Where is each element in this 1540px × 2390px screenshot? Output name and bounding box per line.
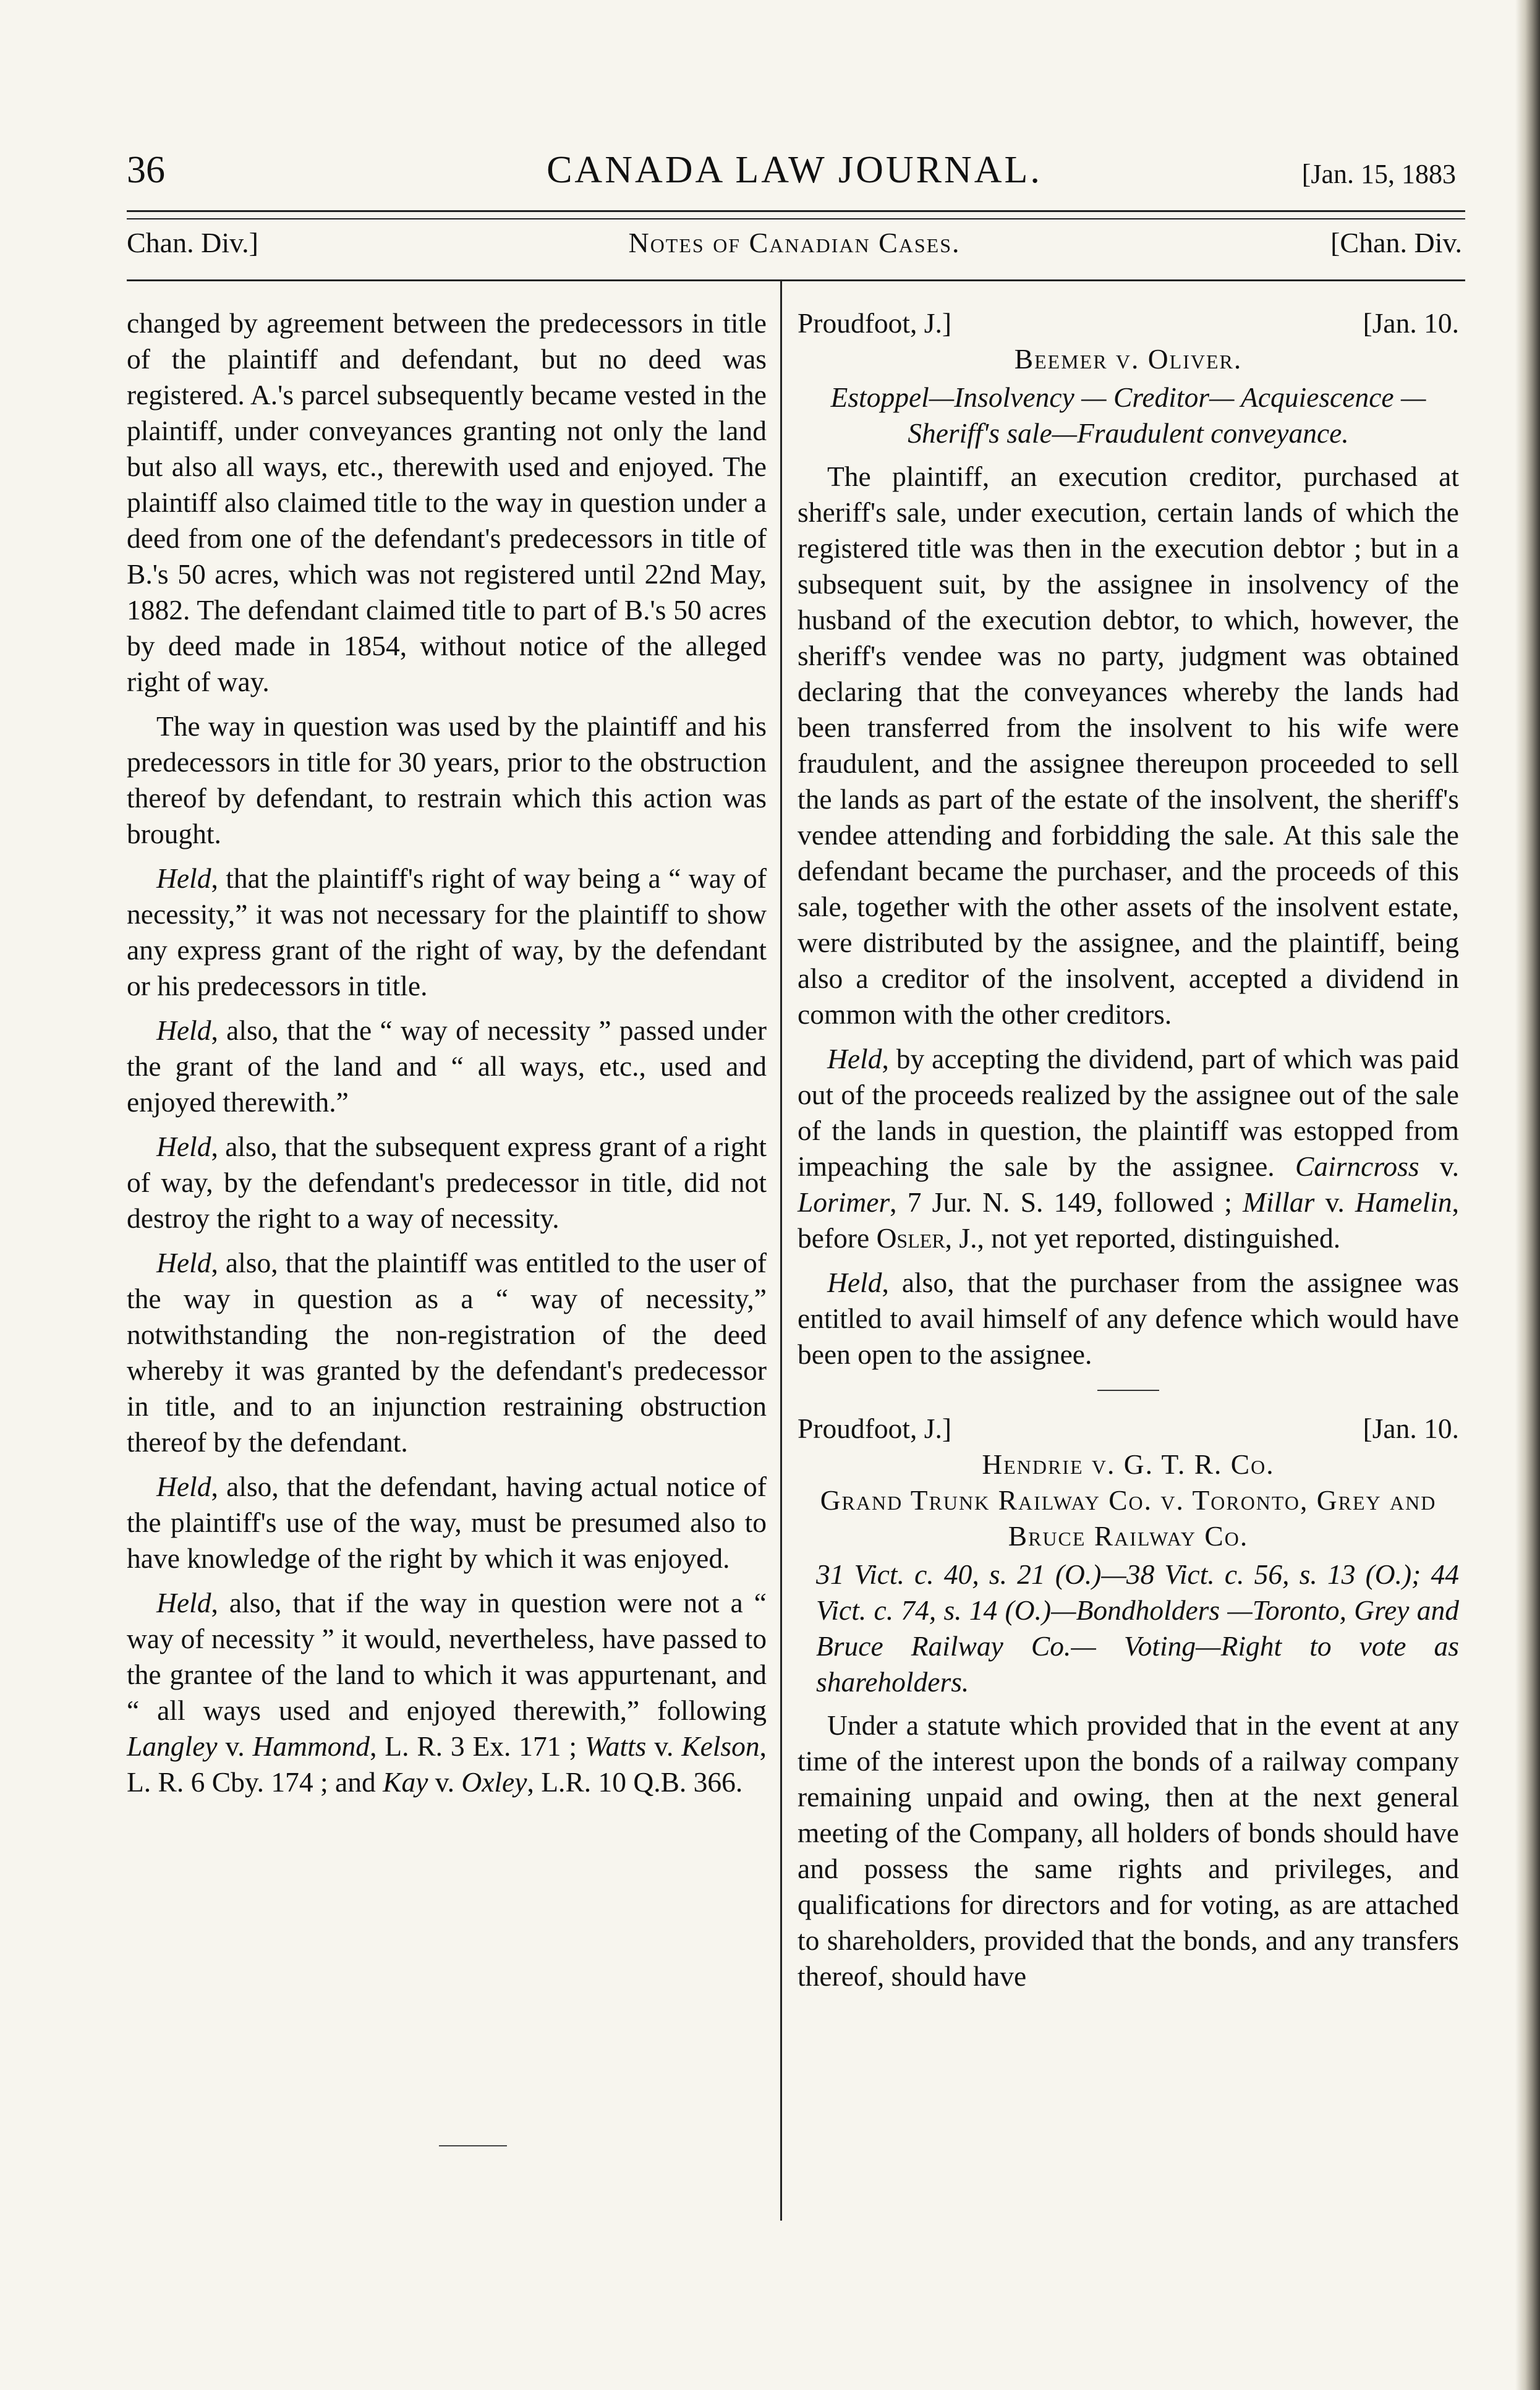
held-paragraph <box>127 1585 767 1800</box>
case-name: Hammond <box>252 1730 370 1762</box>
held-paragraph <box>127 1245 767 1460</box>
versus: v. <box>428 1766 462 1798</box>
running-header <box>127 148 1462 204</box>
case-name: Lorimer <box>798 1186 890 1218</box>
held-paragraph <box>798 1041 1459 1256</box>
case-title: Beemer v. Oliver. <box>1014 343 1243 375</box>
versus: v. <box>217 1730 253 1762</box>
held-lead: Held <box>156 862 211 894</box>
issue-date: [Jan. 15, 1883 <box>1301 159 1456 189</box>
citation: , L. R. 6 Cby. 174 ; and <box>127 1730 767 1798</box>
case-name: Hamelin <box>1355 1186 1452 1218</box>
case-judge: Proudfoot, J.] <box>798 307 951 339</box>
case-name: Kelson <box>681 1730 760 1762</box>
held-lead: Held <box>156 1247 211 1278</box>
held-text: , also, that the purchaser from the assignee was entitled to avail himself of any defence which would have been open to the assignee. <box>798 1267 1459 1370</box>
header-rule <box>127 210 1465 219</box>
column-end-rule <box>439 2145 507 2146</box>
held-lead: Held <box>156 1471 211 1502</box>
section-left-label: Chan. Div.] <box>127 227 258 258</box>
page-number: 36 <box>127 149 165 191</box>
column-divider <box>780 279 782 2221</box>
held-text: , before <box>798 1186 1459 1254</box>
section-header <box>127 226 1462 270</box>
case-name: Cairncross <box>1295 1150 1419 1182</box>
held-text: , also, that the plaintiff was entitled to the user of the way in question as a “ way of necessity,” notwithstanding the non-registration of the deed whereby it was granted by the defendant's predecessor in title, and to an injunction restraining obstruction thereof by the defendant. <box>127 1247 767 1458</box>
case-name: Millar <box>1243 1186 1315 1218</box>
citation: , L.R. 10 Q.B. 366. <box>527 1766 743 1798</box>
versus: v. <box>1419 1150 1460 1182</box>
section-right-label: [Chan. Div. <box>1330 227 1462 258</box>
held-lead: Held <box>156 1131 211 1162</box>
held-lead: Held <box>827 1267 882 1298</box>
held-paragraph <box>127 861 767 1004</box>
held-text: , also, that the defendant, having actual notice of the plaintiff's use of the way, must be presumed also to have knowledge of the right by which it was enjoyed. <box>127 1471 767 1574</box>
case-name: Oxley <box>461 1766 527 1798</box>
citation: , L. R. 3 Ex. 171 ; <box>370 1730 585 1762</box>
paragraph: The way in question was used by the plaintiff and his predecessors in title for 30 years, prior to the obstruction thereof by defendant, to restrain which this action was brought. <box>127 710 767 849</box>
held-text: , also, that the subsequent express grant of a right of way, by the defendant's predecessor in title, did not destroy the right to a way of necessity. <box>127 1131 767 1234</box>
case-name: Watts <box>584 1730 647 1762</box>
held-paragraph <box>798 1265 1459 1372</box>
case-title: Hendrie v. G. T. R. Co. <box>982 1448 1275 1480</box>
held-text: , also, that if the way in question were not a “ way of necessity ” it would, nevertheless, have passed to the grantee of the land to which it was appurtenant, and “ all ways used and enjoyed therewith,” following <box>127 1587 767 1726</box>
held-text: , J., not yet reported, distinguished. <box>945 1222 1341 1254</box>
case-meta <box>798 1411 1459 1447</box>
journal-title: CANADA LAW JOURNAL. <box>547 149 1042 191</box>
held-lead: Held <box>827 1043 882 1074</box>
citation: , 7 Jur. N. S. 149, followed ; <box>890 1186 1243 1218</box>
held-paragraph <box>127 1469 767 1576</box>
case-name: Langley <box>127 1730 218 1762</box>
held-text: , that the plaintiff's right of way being a “ way of necessity,” it was not necessary for the plaintiff to show any express grant of the right of way, by the defendant or his predecessors in title. <box>127 862 767 1002</box>
paragraph: Under a statute which provided that in the event at any time of the interest upon the bonds of a railway company remaining unpaid and owing, then at the next general meeting of the Company, all holders of bonds should have and possess the same rights and privileges, and qualifications for directors and for voting, as are attached to shareholders, provided that the bonds, and any transfers thereof, should have <box>798 1709 1459 1992</box>
held-paragraph <box>127 1129 767 1236</box>
section-title: Notes of Canadian Cases. <box>628 227 961 258</box>
section-rule <box>127 279 1465 281</box>
held-text: , also, that the “ way of necessity ” passed under the grant of the land and “ all ways, etc., used and enjoyed therewith.” <box>127 1014 767 1118</box>
held-lead: Held <box>156 1014 211 1046</box>
case-judge: Proudfoot, J.] <box>798 1413 951 1444</box>
case-subject: Estoppel—Insolvency — Creditor— Acquiescence —Sheriff's sale—Fraudulent conveyance. <box>830 381 1426 449</box>
held-text: , by accepting the dividend, part of which was paid out of the proceeds realized by the assignee out of the sale of the lands in question, the plaintiff was estopped from impeaching the sale by the assignee. <box>798 1043 1459 1182</box>
judge-name: Osler <box>876 1222 945 1254</box>
case-separator <box>1097 1390 1159 1391</box>
paragraph: The plaintiff, an execution creditor, purchased at sheriff's sale, under execution, certain lands of which the registered title was then in the execution debtor ; but in a subsequent suit, by the assignee in insolvency of the husband of the execution debtor, to which, however, the sheriff's vendee was no party, judgment was obtained declaring that the conveyances whereby the lands had been transferred from the insolvent to his wife were fraudulent, and the assignee thereupon proceeded to sell the lands as part of the estate of the insolvent, the sheriff's vendee attending and forbidding the sale. At this sale the defendant became the purchaser, and the proceeds of this sale, together with the other assets of the insolvent estate, were distributed by the assignee, and the plaintiff, being also a creditor of the insolvent, accepted a dividend in common with the other creditors. <box>798 461 1459 1030</box>
held-paragraph <box>127 1013 767 1120</box>
versus: v. <box>1314 1186 1355 1218</box>
case-title-secondary: Grand Trunk Railway Co. v. Toronto, Grey and Bruce Railway Co. <box>820 1484 1437 1552</box>
case-subject: 31 Vict. c. 40, s. 21 (O.)—38 Vict. c. 56, s. 13 (O.); 44 Vict. c. 74, s. 14 (O.)—Bondholders —Toronto, Grey and Bruce Railway Co.— Voting—Right to vote as shareholders. <box>816 1559 1459 1698</box>
case-meta <box>798 305 1459 341</box>
binding-edge <box>1515 0 1540 2390</box>
right-column <box>798 305 1459 2003</box>
case-date: [Jan. 10. <box>1363 1413 1459 1444</box>
left-column <box>127 305 767 1809</box>
paragraph: changed by agreement between the predecessors in title of the plaintiff and defendant, but no deed was registered. A.'s parcel subsequently became vested in the plaintiff, under conveyances granting not only the land but also all ways, etc., therewith used and enjoyed. The plaintiff also claimed title to the way in question under a deed from one of the defendant's predecessors in title of B.'s 50 acres, which was not registered until 22nd May, 1882. The defendant claimed title to part of B.'s 50 acres by deed made in 1854, without notice of the alleged right of way. <box>127 307 767 697</box>
held-lead: Held <box>156 1587 211 1618</box>
versus: v. <box>646 1730 682 1762</box>
case-name: Kay <box>383 1766 428 1798</box>
case-date: [Jan. 10. <box>1363 307 1459 339</box>
